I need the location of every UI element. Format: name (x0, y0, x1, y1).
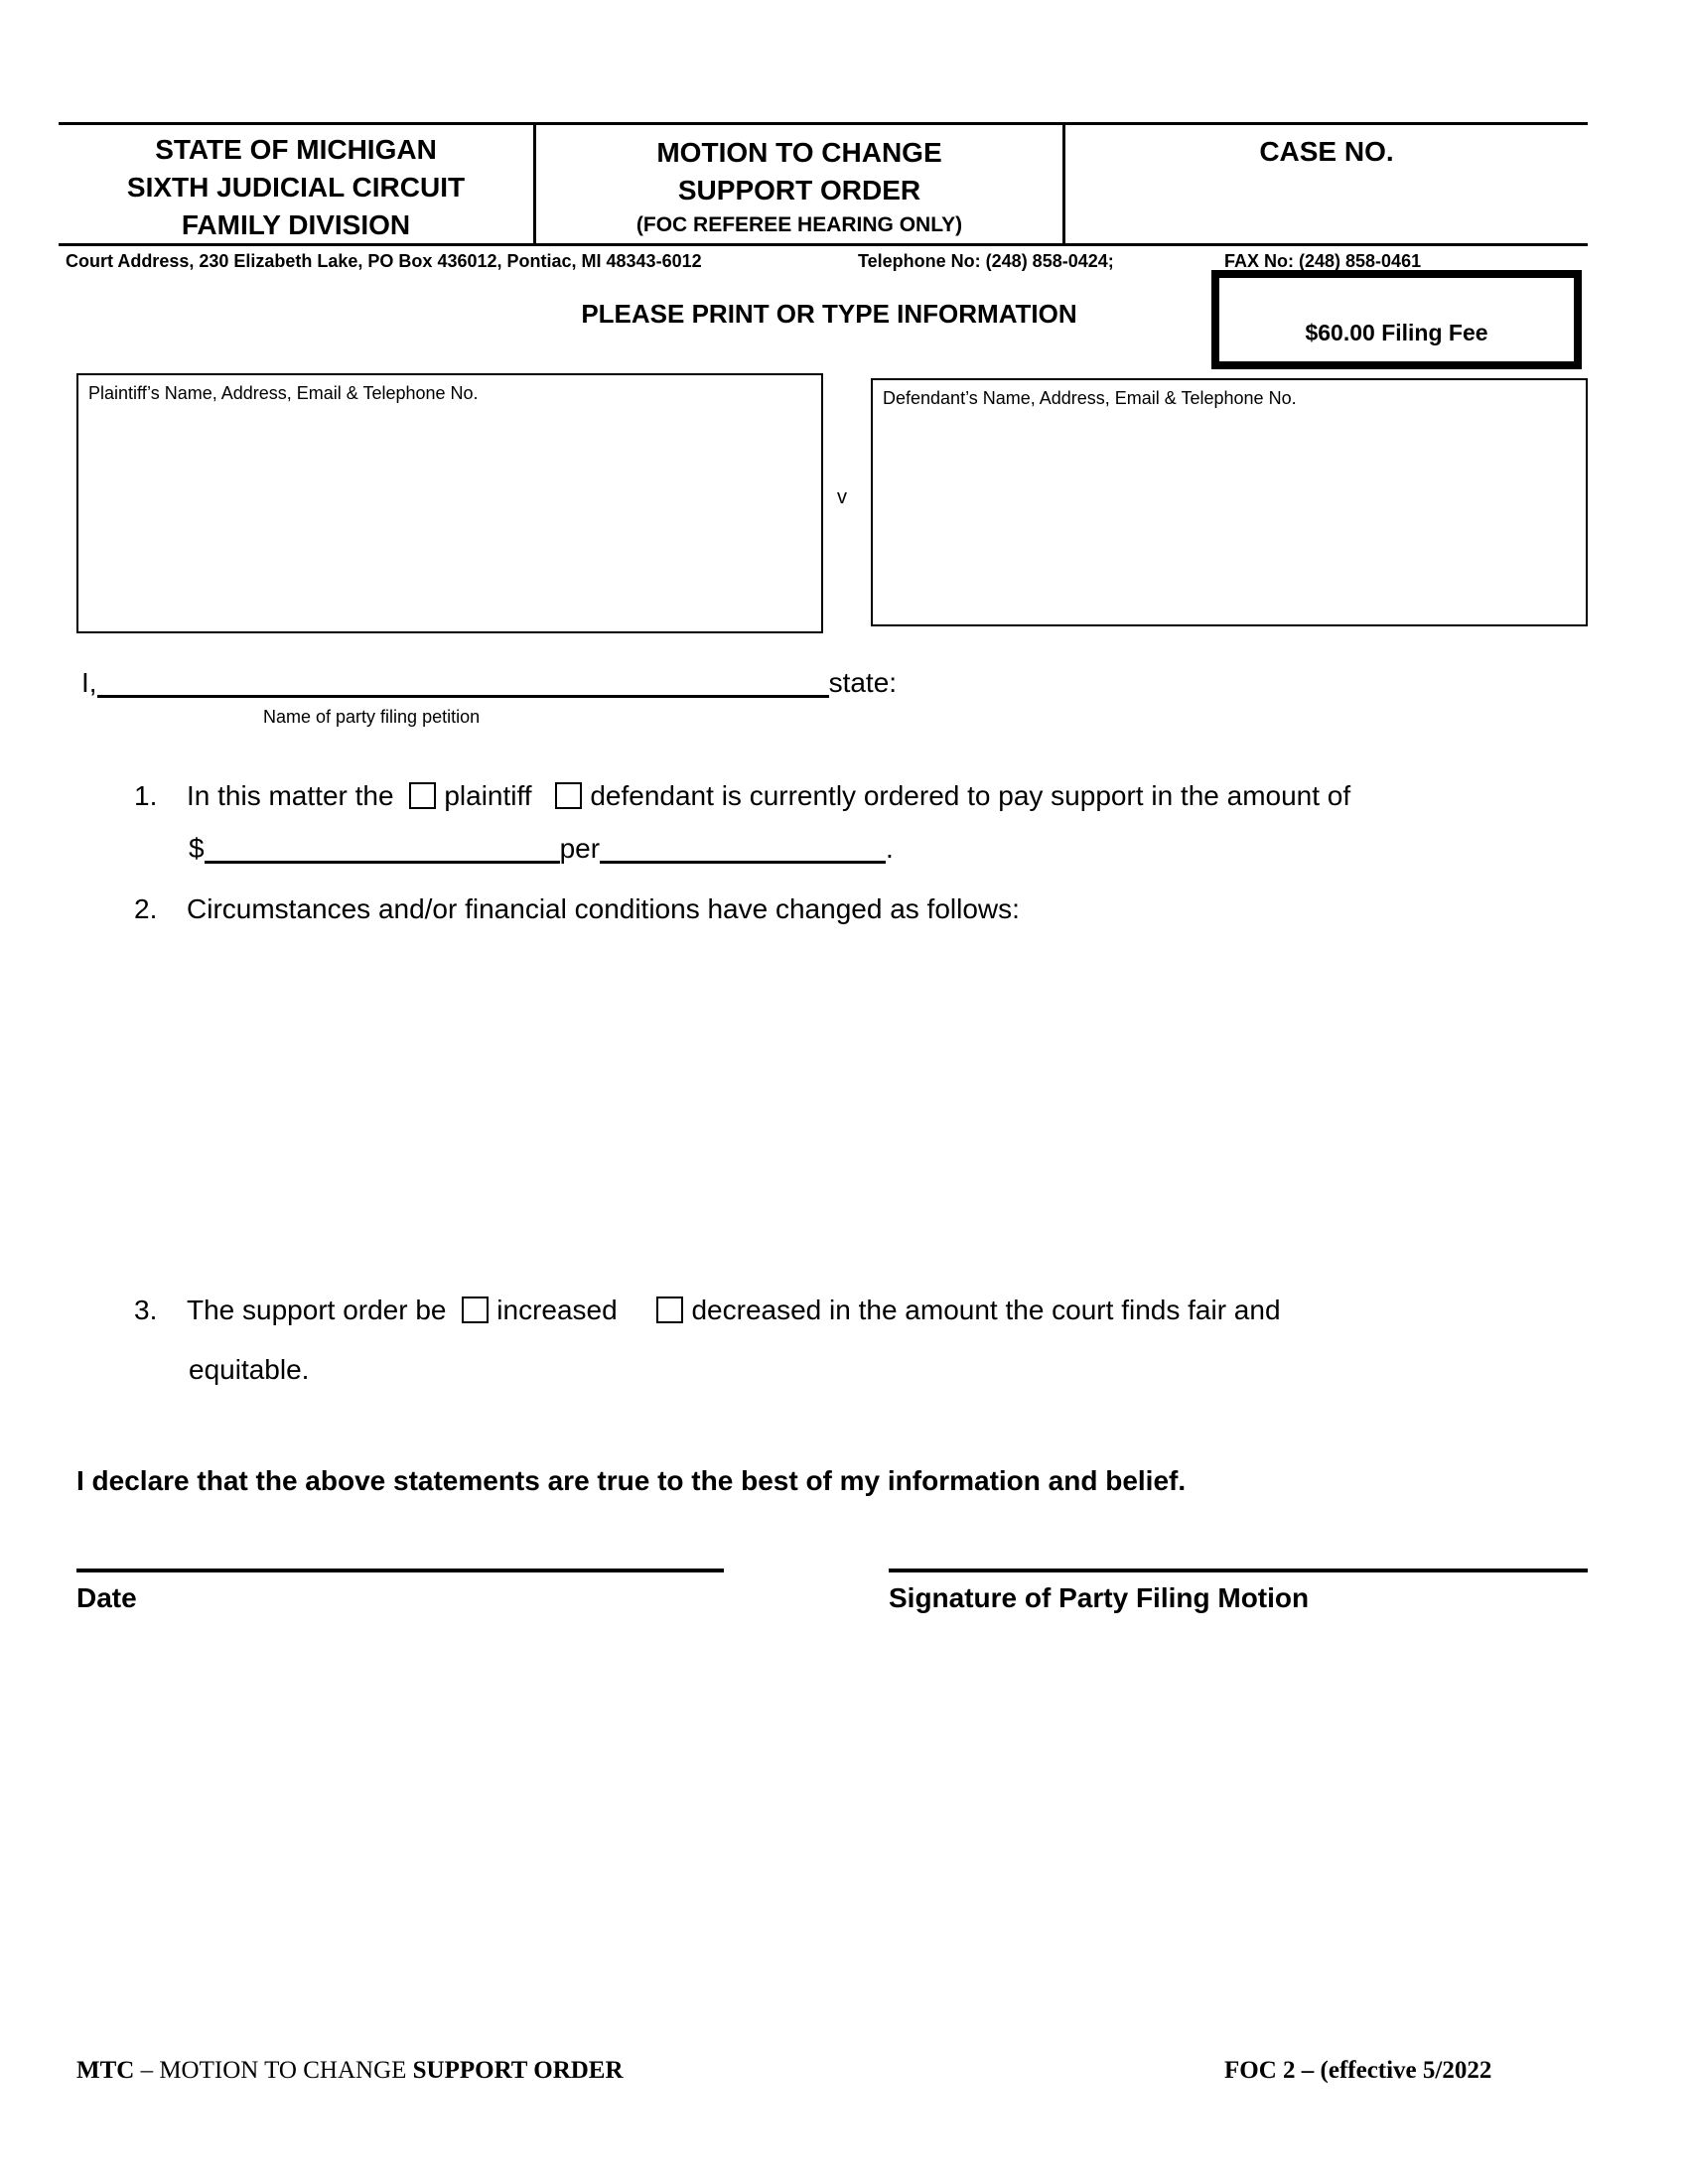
item-2-text: Circumstances and/or financial conditions have changed as follows: (187, 893, 1020, 924)
increased-option-label: increased (496, 1295, 618, 1325)
item-1-number: 1. (134, 780, 158, 811)
court-name-line2: SIXTH JUDICIAL CIRCUIT (126, 172, 466, 203)
decreased-option-label: decreased (691, 1295, 822, 1325)
declarant-name-field[interactable] (97, 668, 829, 698)
court-name-line1: STATE OF MICHIGAN (155, 134, 437, 165)
i-prefix: I, (81, 667, 97, 698)
item-1-period: . (886, 833, 894, 864)
item-3 (134, 1291, 1281, 1330)
item-3-continued: equitable. (189, 1354, 310, 1385)
date-line[interactable] (76, 1569, 724, 1572)
case-no-label: CASE NO. (1259, 136, 1394, 167)
item-2-number: 2. (134, 893, 158, 924)
declarant-line (81, 663, 897, 703)
print-or-type-heading: PLEASE PRINT OR TYPE INFORMATION (581, 299, 1077, 329)
dollar-sign: $ (189, 833, 205, 864)
name-caption: Name of party filing petition (263, 707, 481, 727)
frequency-field[interactable] (600, 834, 886, 864)
defendant-box-label: Defendant’s Name, Address, Email & Telephone No. (883, 388, 1297, 408)
footer-form-name (76, 2057, 624, 2085)
item-3-text-before: The support order be (187, 1295, 447, 1325)
amount-field[interactable] (205, 834, 560, 864)
per-label: per (559, 833, 601, 864)
court-name-line3: FAMILY DIVISION (181, 209, 411, 240)
form-title-line3: (FOC REFEREE HEARING ONLY) (635, 213, 963, 236)
decreased-checkbox[interactable] (656, 1297, 683, 1323)
declaration-text: I declare that the above statements are true to the best of my information and belief. (76, 1465, 1187, 1496)
form-title-line2: SUPPORT ORDER (677, 175, 921, 205)
court-address-text: Court Address, 230 Elizabeth Lake, PO Box 436012, Pontiac, MI 48343-6012 (66, 251, 702, 271)
defendant-checkbox[interactable] (555, 782, 582, 809)
item-1-text-after: is currently ordered to pay support in the amount of (721, 780, 1351, 811)
item-1-amount-line (189, 829, 894, 869)
item-1 (134, 776, 1350, 816)
signature-line[interactable] (889, 1569, 1588, 1572)
plaintiff-option-label: plaintiff (444, 780, 532, 811)
filing-fee-text: $60.00 Filing Fee (1305, 319, 1488, 345)
plaintiff-box[interactable] (76, 373, 823, 633)
signature-label: Signature of Party Filing Motion (889, 1582, 1310, 1613)
defendant-box[interactable] (871, 378, 1588, 626)
date-label: Date (76, 1582, 137, 1613)
item-2 (134, 889, 1020, 929)
footer-form-emphasis: SUPPORT ORDER (412, 2057, 624, 2084)
form-title-block (533, 125, 1065, 243)
footer-form-middle: – MOTION TO CHANGE (140, 2057, 407, 2084)
state-suffix: state: (828, 667, 898, 698)
plaintiff-checkbox[interactable] (409, 782, 436, 809)
telephone-text: Telephone No: (248) 858-0424; (858, 251, 1114, 271)
plaintiff-box-label: Plaintiff’s Name, Address, Email & Telephone No. (88, 383, 479, 403)
form-title-line1: MOTION TO CHANGE (656, 137, 942, 168)
court-name-block (59, 125, 533, 243)
item-1-text-before: In this matter the (187, 780, 394, 811)
filing-fee-box (1211, 270, 1582, 369)
footer-form-code: MTC (76, 2057, 135, 2084)
fax-text: FAX No: (248) 858-0461 (1224, 251, 1422, 271)
form-header (59, 122, 1588, 246)
defendant-option-label: defendant (590, 780, 714, 811)
footer-form-number: FOC 2 – (effective 5/2022 (1224, 2057, 1492, 2084)
case-no-cell[interactable] (1065, 125, 1588, 243)
item-3-text-after: in the amount the court finds fair and (829, 1295, 1281, 1325)
item-3-number: 3. (134, 1295, 158, 1325)
versus-label: v (837, 486, 847, 508)
increased-checkbox[interactable] (462, 1297, 489, 1323)
